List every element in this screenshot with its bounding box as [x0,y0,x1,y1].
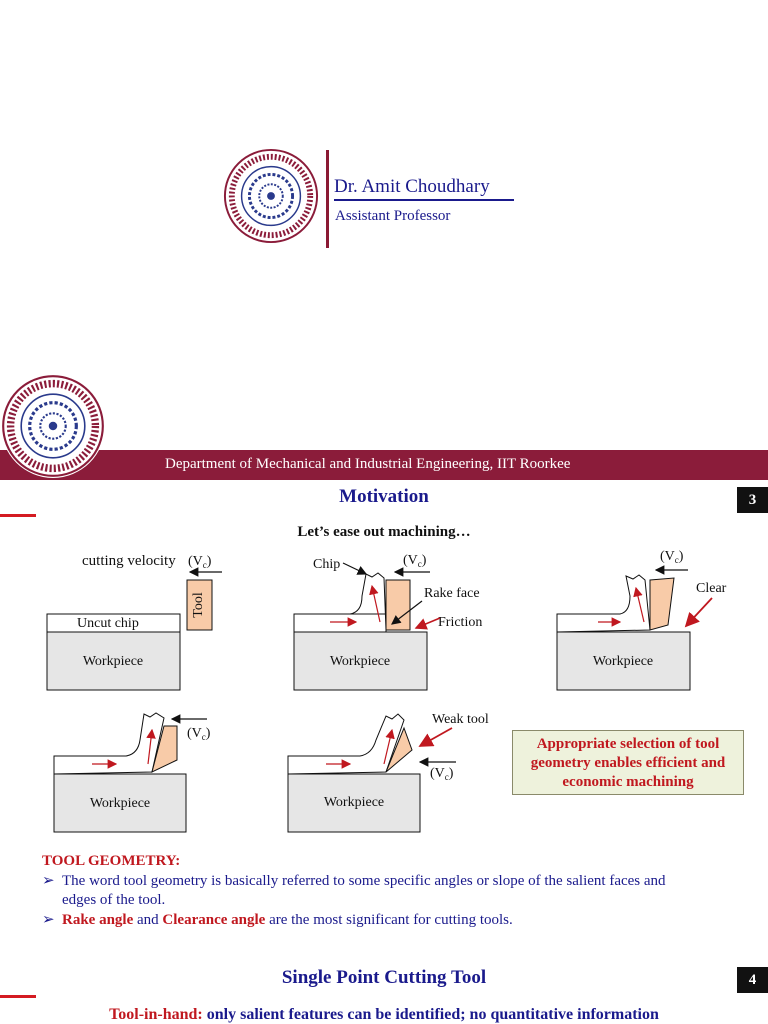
slide-title-motivation: Motivation [339,486,429,507]
bullet-tool-geometry: ➢ The word tool geometry is basically referred to some specific angles or slope of the salient faces and edges of the tool. [42,873,666,908]
iit-roorkee-seal [0,373,106,479]
iit-roorkee-seal-small [222,143,320,249]
label-uncut-chip: Uncut chip [77,616,139,631]
author-role: Assistant Professor [335,208,451,224]
label-vc-3: $(V_c)$ [660,549,684,565]
department-name: Department of Mechanical and Industrial Engineering, IIT Roorkee [165,456,571,472]
slide-subtitle: Let’s ease out machining… [297,524,471,540]
label-vc-1: $(V_c)$ [188,554,212,570]
title-accent-line-4 [0,995,36,998]
label-clear: Clear [696,581,727,596]
machining-diagram [0,540,768,840]
panel-weak-tool [288,712,489,832]
chip-pointer [343,563,366,574]
title-accent-line [0,514,36,517]
page-number: 3 [737,487,768,513]
label-chip: Chip [313,557,341,572]
author-name: Dr. Amit Choudhary [334,176,490,197]
label-workpiece-2: Workpiece [329,654,391,669]
tool-block-2 [386,580,410,630]
panel-rake-face [294,553,482,690]
bullet-arrow-icon: ➢ [42,873,55,889]
panel-clearance [557,549,727,690]
author-underline [334,199,514,201]
label-workpiece-3: Workpiece [592,654,654,669]
label-workpiece-1: Workpiece [82,654,144,669]
slide-title-single-point: Single Point Cutting Tool [281,967,487,988]
bullet-arrow-icon: ➢ [42,912,55,928]
label-cutting-velocity: cutting velocity [82,553,176,569]
label-weak-tool: Weak tool [432,712,489,727]
tool-in-hand-text: Tool-in-hand: only salient features can be identified; no quantitative information [109,1006,659,1023]
label-workpiece-5: Workpiece [323,795,385,810]
label-vc-5: $(V_c)$ [430,766,454,782]
panel-large-rake [54,713,211,832]
label-vc-4: $(V_c)$ [187,726,211,742]
label-tool: Tool [191,592,206,618]
tool-block-3 [650,578,674,630]
bullet-rake-clearance: ➢ Rake angle and Clearance angle are the most significant for cutting tools. [42,912,513,928]
page-number-4: 4 [737,967,768,993]
label-workpiece-4: Workpiece [89,796,151,811]
tool-geometry-heading: TOOL GEOMETRY: [42,853,181,869]
title-divider [326,150,329,248]
callout-box: Appropriate selection of tool geometry enables efficient and economic machining [512,730,744,795]
label-friction: Friction [438,615,483,630]
panel-uncut-chip [47,553,222,690]
label-vc-2: $(V_c)$ [403,553,427,569]
label-rake-face: Rake face [424,586,480,601]
